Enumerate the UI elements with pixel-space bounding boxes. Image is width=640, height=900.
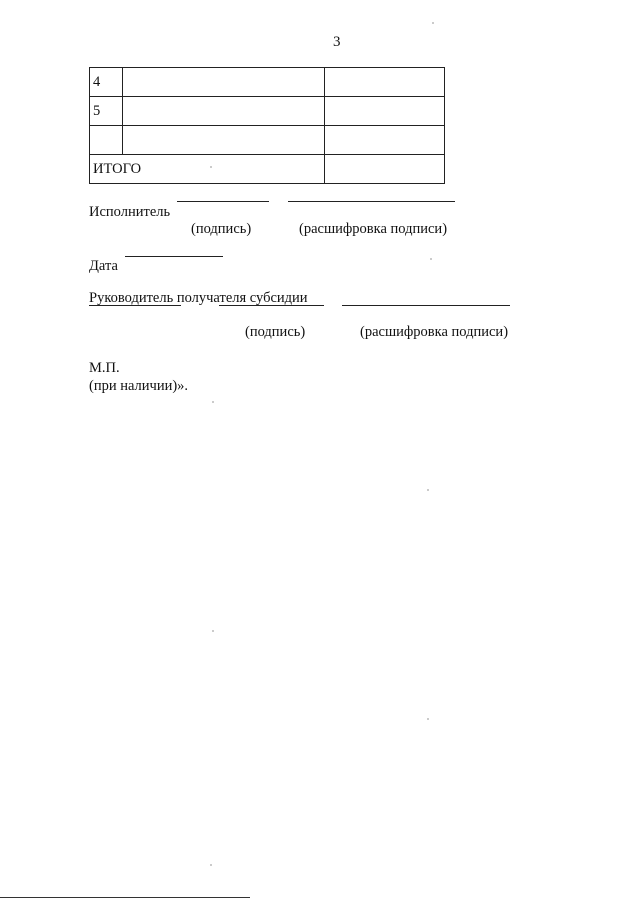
table-total-row <box>90 155 445 184</box>
row-value-cell <box>325 126 445 155</box>
executor-label: Исполнитель <box>89 204 171 220</box>
row-number-cell: 4 <box>90 68 123 97</box>
scan-speck <box>210 864 212 866</box>
report-table <box>89 67 445 184</box>
table-row <box>90 97 445 126</box>
row-value-cell <box>325 68 445 97</box>
stamp-note: (при наличии)». <box>89 378 189 394</box>
scan-speck <box>430 258 432 260</box>
page-number: 3 <box>333 34 341 50</box>
row-name-cell <box>123 97 325 126</box>
scan-speck <box>427 718 429 720</box>
head-signature-caption: (подпись) <box>245 324 306 340</box>
total-label-cell: ИТОГО <box>90 155 325 184</box>
total-value-cell <box>325 155 445 184</box>
head-transcript-caption: (расшифровка подписи) <box>360 324 509 340</box>
scan-speck <box>432 22 434 24</box>
scan-speck <box>212 630 214 632</box>
row-number-cell: 5 <box>90 97 123 126</box>
head-date-line <box>89 305 181 306</box>
scan-speck <box>427 489 429 491</box>
executor-signature-line <box>177 201 269 202</box>
scan-speck <box>212 401 214 403</box>
scan-speck <box>210 166 212 168</box>
row-name-cell <box>123 68 325 97</box>
executor-signature-caption: (подпись) <box>191 221 252 237</box>
head-label: Руководитель получателя субсидии <box>89 290 308 306</box>
table-row <box>90 68 445 97</box>
bottom-edge-rule <box>0 897 250 898</box>
head-transcript-line <box>342 305 510 306</box>
date-line <box>125 256 223 257</box>
executor-transcript-line <box>288 201 455 202</box>
head-signature-line <box>219 305 324 306</box>
stamp-label: М.П. <box>89 360 120 376</box>
date-label: Дата <box>89 258 118 274</box>
row-name-cell <box>123 126 325 155</box>
executor-transcript-caption: (расшифровка подписи) <box>299 221 448 237</box>
table-row <box>90 126 445 155</box>
row-value-cell <box>325 97 445 126</box>
row-number-cell <box>90 126 123 155</box>
